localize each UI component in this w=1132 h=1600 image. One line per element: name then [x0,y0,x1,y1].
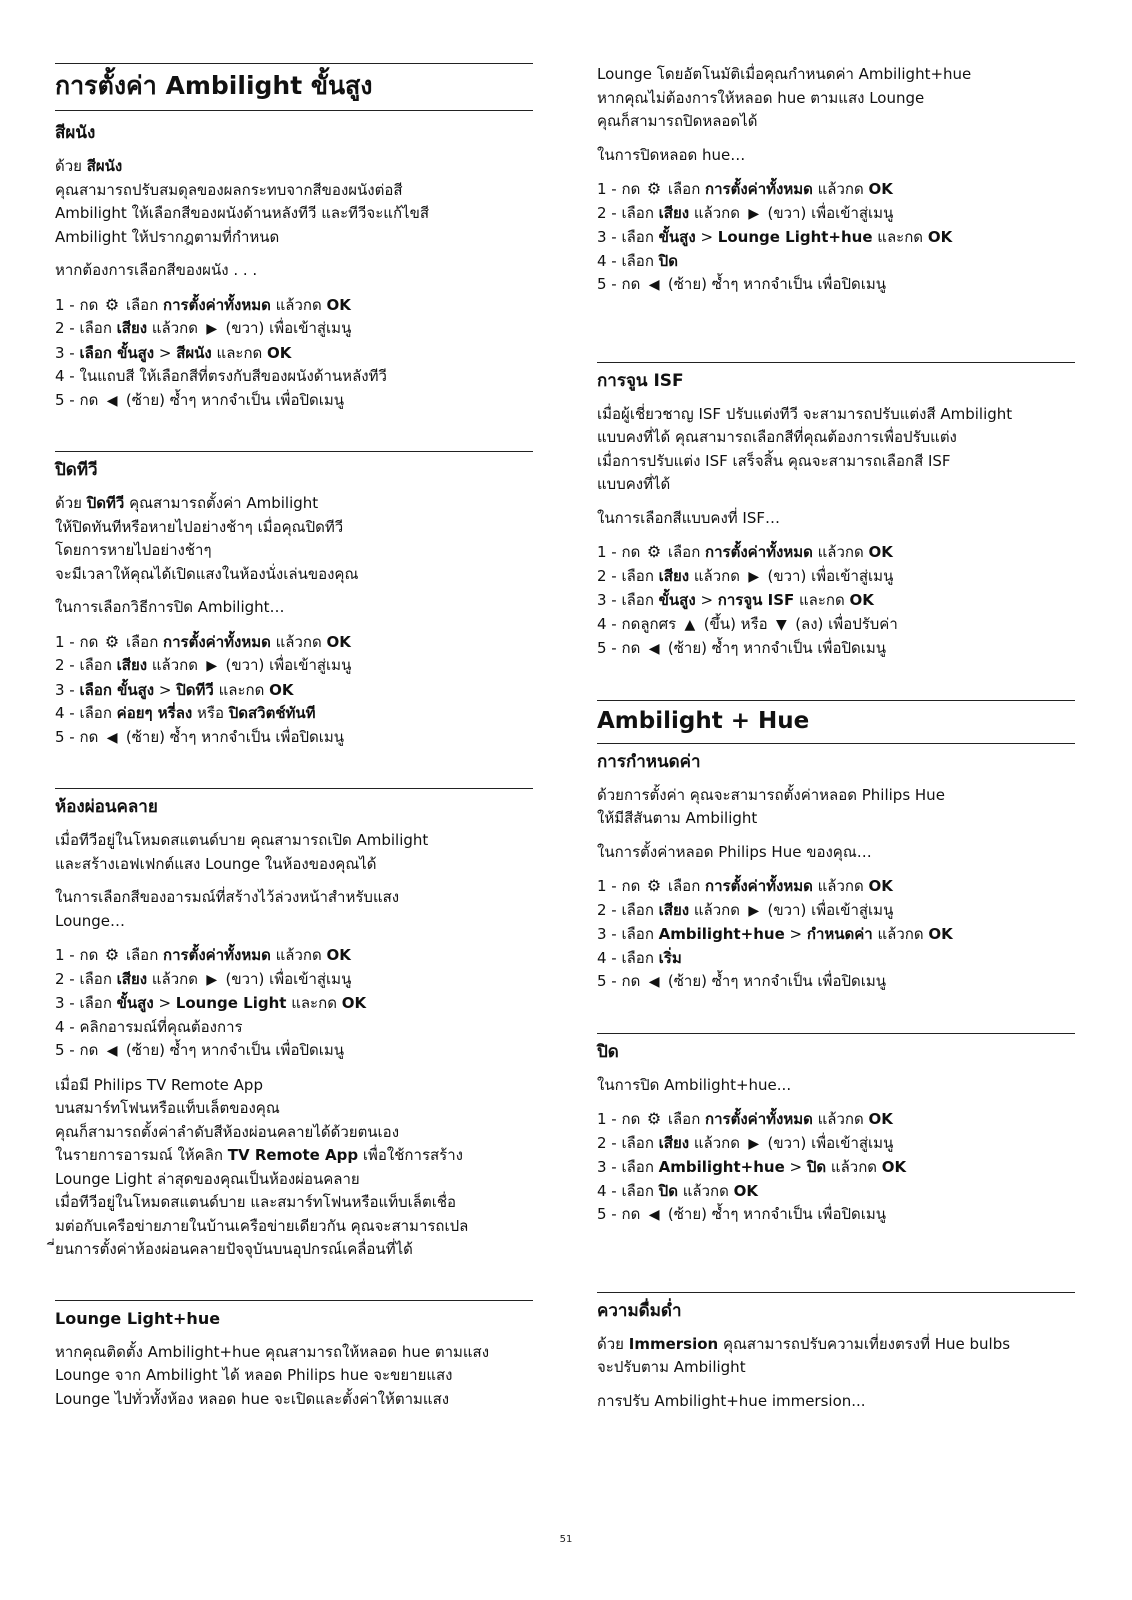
spacer [55,1272,533,1300]
step-text: 2 - เลือก [597,566,659,585]
intro-line: โดยการหายไปอย่างช้าๆ [55,541,212,559]
off-steps [597,1107,1075,1228]
step-text: และกด [794,591,850,609]
step-bold-term: การจูน ISF [717,591,795,609]
step-bold-term: OK [868,543,893,561]
step-text: (ขวา) เพื่อเข้าสู่เมนู [220,319,352,337]
step-text: แล้วกด [689,203,745,222]
step-bold-term: Ambilight+hue [658,1158,785,1176]
paragraph-line: หากคุณติดตั้ง Ambilight+hue คุณสามารถให้หลอด hue ตามแสง [55,1342,490,1361]
paragraph-line: Lounge จาก Ambilight ได้ หลอด Philips hue จะขยายแสง [55,1366,453,1384]
arrow-right-icon: ▶ [748,205,760,222]
section-heading-isf: การจูน ISF [597,370,684,391]
step-text: เลือก [663,543,706,561]
step-text: แล้วกด [147,656,203,674]
step-text: 1 - กด [597,877,646,895]
step-bold-term: OK [326,946,351,964]
step-item [55,1039,533,1064]
step-text: แล้วกด [270,632,327,651]
gear-icon: ⚙ [646,542,662,561]
lead-line: ในการเลือกสีของอารมณ์ที่สร้างไว้ล่วงหน้าสำหรับแสง [55,888,400,906]
step-text: (ขวา) เพื่อเข้าสู่เมนู [762,1133,894,1152]
step-text: 4 - กดลูกศร [597,614,681,633]
step-bold-term: OK [341,994,367,1012]
step-item [55,1016,533,1040]
step-bold-term: เสียง [116,969,148,988]
step-bold-term: เลือก ขั้นสูง [79,343,155,362]
section-heading-tv-off: ปิดทีวี [55,460,98,480]
step-text: เลือก [121,632,164,651]
step-text: 3 - [55,343,80,362]
wall-color-intro [55,155,533,249]
step-text: 5 - กด [55,727,104,746]
step-text: แล้วกด [147,969,203,988]
step-text: (ขวา) เพื่อเข้าสู่เมนู [762,900,894,919]
step-item [55,342,533,366]
arrow-right-icon: ▶ [206,971,218,988]
step-item [597,923,1075,947]
step-text: (ขวา) เพื่อเข้าสู่เมนู [220,656,352,674]
intro-line: คุณสามารถปรับสมดุลของผลกระทบจากสีของผนังต่อสี [55,180,403,199]
tv-off-lead: ในการเลือกวิธีการปิด Ambilight… [55,598,285,616]
lounge-app-paragraph [55,1074,533,1262]
step-text: 2 - เลือก [55,656,117,674]
step-text: 5 - กด [597,639,646,657]
app-line: บนสมาร์ทโฟนหรือแท็บเล็ตของคุณ [55,1099,280,1117]
arrow-left-icon: ◀ [106,392,118,409]
step-text: 1 - กด [597,543,646,561]
arrow-right-icon: ▶ [748,568,760,585]
wall-color-steps [55,293,533,414]
step-bold-term: OK [326,632,351,651]
step-text: แล้วกด [270,946,327,964]
configure-intro [597,784,1075,831]
app-line: คุณก็สามารถตั้งค่าลำดับสีห้องผ่อนคลายได้ด้วยตนเอง [55,1122,400,1141]
arrow-left-icon: ◀ [648,1207,660,1223]
step-text: เลือก [663,1110,706,1128]
app-line: มต่อกับเครือข่ายภายในบ้านเครือข่ายเดียวกัน คุณจะสามารถเปล [55,1216,469,1235]
right-column [597,63,1075,1423]
step-text: เลือก [121,946,164,964]
spacer [597,1005,1075,1033]
isf-steps [597,540,1075,662]
step-text: > [153,994,176,1012]
step-text: (ซ้าย) ซ้ำๆ หากจำเป็น เพื่อปิดเมนู [663,972,886,990]
step-bold-term: การตั้งค่าทั้งหมด [705,877,813,895]
step-text: 5 - กด [597,275,646,293]
step-text: และกด [872,228,928,246]
step-bold-term: เสียง [116,656,148,674]
step-bold-term: Lounge Light [175,994,287,1012]
step-item [55,679,533,703]
intro-bold: ปิดทีวี [86,494,125,512]
step-bold-term: การตั้งค่าทั้งหมด [705,543,813,561]
step-bold-term: ปิด [658,251,678,270]
step-item [597,1180,1075,1204]
step-item [597,273,1075,298]
step-text: 2 - เลือก [597,203,659,222]
step-text: 4 - เลือก [597,251,659,270]
page-title: การตั้งค่า Ambilight ขั้นสูง [55,71,373,100]
spacer [597,308,1075,362]
step-bold-term: เสียง [658,1133,690,1152]
step-bold-term: OK [849,591,874,609]
step-item [55,943,533,968]
step-text: แล้วกด [689,900,745,919]
step-item [597,202,1075,227]
paragraph-line: ด้วยการตั้งค่า คุณจะสามารถตั้งค่าหลอด Philips Hue [597,785,945,804]
step-item [55,630,533,655]
step-text: 4 - เลือก [55,704,117,722]
section-heading-immersion: ความดื่มด่ำ [597,1300,682,1321]
step-text: (ลง) เพื่อปรับค่า [790,614,898,633]
step-text: หรือ [192,704,229,722]
gear-icon: ⚙ [104,294,120,314]
step-bold-term: OK [928,925,953,943]
step-text: > [695,591,718,609]
step-text: แล้วกด [812,543,869,561]
arrow-up-icon: ▲ [684,616,696,633]
step-bold-term: เริ่ม [658,948,682,967]
step-bold-term: OK [881,1158,907,1176]
step-text: (ขวา) เพื่อเข้าสู่เมนู [762,566,894,585]
step-item [55,726,533,751]
step-item [55,365,533,389]
page-number: 51 [559,1534,573,1545]
spacer [55,423,533,451]
step-text: > [154,680,177,699]
arrow-right-icon: ▶ [748,1135,760,1152]
step-text: 2 - เลือก [55,319,117,337]
gear-icon: ⚙ [646,876,662,895]
step-text: (ซ้าย) ซ้ำๆ หากจำเป็น เพื่อปิดเมนู [121,727,344,746]
chapter-title-rule [597,743,1075,744]
section-rule [597,362,1075,363]
step-bold-term: OK [326,295,351,314]
immersion-intro [597,1333,1075,1380]
lounge-lead [55,886,533,933]
step-text: 5 - กด [597,972,646,990]
step-text: (ซ้าย) ซ้ำๆ หากจำเป็น เพื่อปิดเมนู [121,1041,344,1059]
step-text: > [784,1158,807,1176]
step-text: และกด [286,994,342,1012]
step-text: แล้วกด [812,1110,869,1128]
step-bold-term: เสียง [116,319,148,337]
arrow-right-icon: ▶ [206,658,218,674]
step-bold-term: ค่อยๆ หรี่ลง [116,704,193,722]
step-text: > [695,228,718,246]
intro-line: และสร้างเอฟเฟกต์แสง Lounge ในห้องของคุณได้ [55,854,377,873]
intro-text: ด้วย [55,157,87,175]
step-item [597,613,1075,638]
step-item [55,968,533,993]
gear-icon: ⚙ [104,945,120,964]
step-bold-term: การตั้งค่าทั้งหมด [163,946,271,964]
lead-line: Lounge… [55,911,126,930]
section-rule [55,451,533,452]
lounge-hue-continued [597,63,1075,134]
immersion-lead: การปรับ Ambilight+hue immersion... [597,1391,866,1410]
step-item [55,702,533,726]
step-text: 2 - เลือก [55,969,117,988]
app-line: ี่ยนการตั้งค่าห้องผ่อนคลายปัจจุบันบนอุปกรณ์เคลื่อนที่ได้ [55,1240,413,1258]
lounge-hue-lead: ในการปิดหลอด hue… [597,145,746,164]
intro-text: ด้วย [597,1334,629,1353]
app-line: เพื่อใช้การสร้าง [358,1146,463,1164]
step-item [597,589,1075,613]
section-rule [55,1300,533,1301]
app-line: เมื่อมี Philips TV Remote App [55,1075,263,1094]
paragraph-line: เมื่อการปรับแต่ง ISF เสร็จสิ้น คุณจะสามารถเลือกสี ISF [597,451,951,470]
step-bold-term: สีผนัง [176,343,212,362]
paragraph-line: หากคุณไม่ต้องการให้หลอด hue ตามแสง Lounge [597,88,925,107]
step-bold-term: ขั้นสูง [116,994,154,1012]
step-item [55,293,533,318]
section-heading-lounge: ห้องผ่อนคลาย [55,797,158,817]
step-text: 3 - เลือก [597,228,659,246]
arrow-left-icon: ◀ [648,974,660,990]
intro-bold: สีผนัง [86,157,123,175]
paragraph-line: จะปรับตาม Ambilight [597,1358,746,1376]
step-item [597,565,1075,590]
step-item [597,1203,1075,1228]
step-bold-term: ปิดสวิตช์ทันที [228,704,316,722]
step-item [597,226,1075,250]
step-bold-term: ปิด [658,1181,678,1200]
step-bold-term: การตั้งค่าทั้งหมด [705,1110,813,1128]
step-text: (ซ้าย) ซ้ำๆ หากจำเป็น เพื่อปิดเมนู [663,1205,886,1223]
left-column [55,63,533,1421]
step-item [597,177,1075,202]
step-text: (ซ้าย) ซ้ำๆ หากจำเป็น เพื่อปิดเมนู [663,275,886,293]
step-text: 3 - เลือก [597,591,659,609]
off-lead: ในการปิด Ambilight+hue... [597,1075,792,1094]
step-text: แล้วกด [689,1133,745,1152]
step-text: เลือก [663,877,706,895]
intro-text: ด้วย [55,494,87,512]
configure-lead: ในการตั้งค่าหลอด Philips Hue ของคุณ… [597,842,872,861]
step-text: และกด [213,680,270,699]
step-text: 5 - กด [55,390,104,409]
step-bold-term: OK [868,180,893,198]
step-bold-term: OK [868,1110,893,1128]
step-item [597,540,1075,565]
arrow-left-icon: ◀ [648,641,660,657]
step-item [55,317,533,342]
paragraph-line: แบบคงที่ได้ [597,475,671,493]
step-item [597,1132,1075,1157]
step-text: 5 - กด [55,1041,104,1059]
step-text: (ขวา) เพื่อเข้าสู่เมนู [762,203,894,222]
step-item [55,389,533,414]
isf-lead: ในการเลือกสีแบบคงที่ ISF… [597,508,781,527]
step-item [597,947,1075,971]
lounge-hue-paragraph [55,1341,533,1412]
isf-intro [597,403,1075,497]
step-text: และกด [211,343,268,362]
paragraph-line: คุณก็สามารถปิดหลอดได้ [597,112,758,130]
step-text: 3 - เลือก [55,994,117,1012]
intro-text: คุณสามารถตั้งค่า Ambilight [124,494,319,512]
step-text: เลือก [121,295,164,314]
step-item [55,992,533,1016]
step-item [597,874,1075,899]
section-heading-lounge-hue: Lounge Light+hue [55,1308,221,1328]
step-bold-term: ขั้นสูง [658,228,696,246]
app-line: Lounge Light ล่าสุดของคุณเป็นห้องผ่อนคลาย [55,1169,360,1188]
step-item [597,970,1075,995]
step-bold-term: OK [267,343,292,362]
step-item [55,654,533,679]
intro-text: คุณสามารถปรับความเที่ยงตรงที่ Hue bulbs [718,1334,1011,1353]
arrow-right-icon: ▶ [206,321,218,337]
step-text: แล้วกด [677,1181,734,1200]
arrow-left-icon: ◀ [106,1043,118,1059]
app-name-bold: TV Remote App [227,1146,359,1164]
step-bold-term: OK [868,877,893,895]
step-text: (ขึ้น) หรือ [698,614,773,633]
lounge-hue-steps [597,177,1075,298]
step-text: 2 - เลือก [597,1133,659,1152]
intro-line: เมื่อทีวีอยู่ในโหมดสแตนด์บาย คุณสามารถเปิด Ambilight [55,831,429,849]
step-text: 5 - กด [597,1205,646,1223]
intro-line: Ambilight ให้ปรากฎตามที่กำหนด [55,227,280,246]
step-text: > [784,925,807,943]
section-rule [597,1033,1075,1034]
step-bold-term: OK [269,680,294,699]
configure-steps [597,874,1075,995]
step-text: แล้วกด [812,180,869,198]
step-text: 4 - เลือก [597,1181,659,1200]
step-bold-term: กำหนดค่า [806,925,873,943]
step-item [597,899,1075,924]
step-text: แล้วกด [270,295,327,314]
step-text: 2 - เลือก [597,900,659,919]
intro-line: ให้ปิดทันทีหรือหายไปอย่างช้าๆ เมื่อคุณปิดทีวี [55,517,344,536]
step-text: แล้วกด [826,1158,882,1176]
step-bold-term: ปิด [806,1158,827,1176]
intro-line: จะมีเวลาให้คุณได้เปิดแสงในห้องนั่งเล่นของคุณ [55,564,359,583]
tv-off-intro [55,492,533,586]
step-text: 3 - [55,680,80,699]
app-line: เมื่อทีวีอยู่ในโหมดสแตนด์บาย และสมาร์ทโฟนหรือแท็บเล็ตเชื่อ [55,1193,457,1211]
step-text: 4 - คลิกอารมณ์ที่คุณต้องการ [55,1017,243,1036]
step-text: (ซ้าย) ซ้ำๆ หากจำเป็น เพื่อปิดเมนู [663,639,886,657]
step-text: แล้วกด [689,566,745,585]
section-heading-wall-color: สีผนัง [55,123,96,143]
step-item [597,1107,1075,1132]
arrow-left-icon: ◀ [106,729,118,746]
spacer [597,1238,1075,1292]
step-item [597,250,1075,274]
section-rule [55,788,533,789]
gear-icon: ⚙ [646,1109,662,1128]
step-text: 1 - กด [55,295,104,314]
step-bold-term: Lounge Light+hue [717,228,873,246]
lounge-intro [55,829,533,876]
step-text: แล้วกด [812,877,869,895]
spacer [55,760,533,788]
step-text: 1 - กด [597,180,646,198]
app-line: ในรายการอารมณ์ ให้คลิก [55,1146,228,1164]
lounge-steps [55,943,533,1064]
step-bold-term: ขั้นสูง [658,591,696,609]
step-item [597,1156,1075,1180]
step-text: 4 - ในแถบสี ให้เลือกสีที่ตรงกับสีของผนังด้านหลังทีวี [55,367,387,385]
section-heading-configure: การกำหนดค่า [597,751,701,772]
step-item [597,637,1075,662]
intro-bold: Immersion [628,1334,719,1353]
tv-off-steps [55,630,533,751]
step-text: > [154,343,177,362]
step-text: 3 - เลือก [597,1158,659,1176]
paragraph-line: แบบคงที่ได้ คุณสามารถเลือกสีที่คุณต้องการเพื่อปรับแต่ง [597,428,957,446]
paragraph-line: เมื่อผู้เชี่ยวชาญ ISF ปรับแต่งทีวี จะสามารถปรับแต่งสี Ambilight [597,404,1013,423]
step-text: แล้วกด [147,319,203,337]
step-bold-term: การตั้งค่าทั้งหมด [705,180,813,198]
arrow-down-icon: ▼ [776,616,787,633]
gear-icon: ⚙ [104,631,120,651]
step-bold-term: การตั้งค่าทั้งหมด [163,632,271,651]
step-text: 1 - กด [55,632,104,651]
step-text: 4 - เลือก [597,948,659,967]
step-bold-term: เลือก ขั้นสูง [79,680,155,699]
step-text: เลือก [663,180,706,198]
step-bold-term: OK [733,1181,758,1200]
section-rule [597,1292,1075,1293]
step-bold-term: OK [927,228,953,246]
step-text: 1 - กด [55,946,104,964]
step-text: 3 - เลือก [597,925,659,943]
step-bold-term: การตั้งค่าทั้งหมด [163,295,271,314]
step-bold-term: เสียง [658,900,690,919]
step-text: (ซ้าย) ซ้ำๆ หากจำเป็น เพื่อปิดเมนู [121,390,344,409]
arrow-right-icon: ▶ [748,902,760,919]
step-text: 1 - กด [597,1110,646,1128]
step-bold-term: ปิดทีวี [176,680,214,699]
step-text: แล้วกด [872,925,929,943]
paragraph-line: Lounge โดยอัตโนมัติเมื่อคุณกำหนดค่า Ambilight+hue [597,65,972,83]
arrow-left-icon: ◀ [648,277,660,293]
wall-color-lead: หากต้องการเลือกสีของผนัง . . . [55,261,258,279]
gear-icon: ⚙ [646,179,662,198]
paragraph-line: ให้มีสีสันตาม Ambilight [597,809,758,827]
step-bold-term: เสียง [658,566,690,585]
step-bold-term: Ambilight+hue [658,925,785,943]
paragraph-line: Lounge ไปทั่วทั้งห้อง หลอด hue จะเปิดและตั้งค่าให้ตามแสง [55,1389,450,1408]
title-rule-bottom [55,110,533,111]
spacer [597,672,1075,700]
intro-line: Ambilight ให้เลือกสีของผนังด้านหลังทีวี และทีวีจะแก้ไขสี [55,204,429,222]
chapter-title-ambilight-hue: Ambilight + Hue [597,707,810,734]
step-text: (ขวา) เพื่อเข้าสู่เมนู [220,969,352,988]
step-bold-term: เสียง [658,203,690,222]
section-heading-off: ปิด [597,1041,619,1062]
